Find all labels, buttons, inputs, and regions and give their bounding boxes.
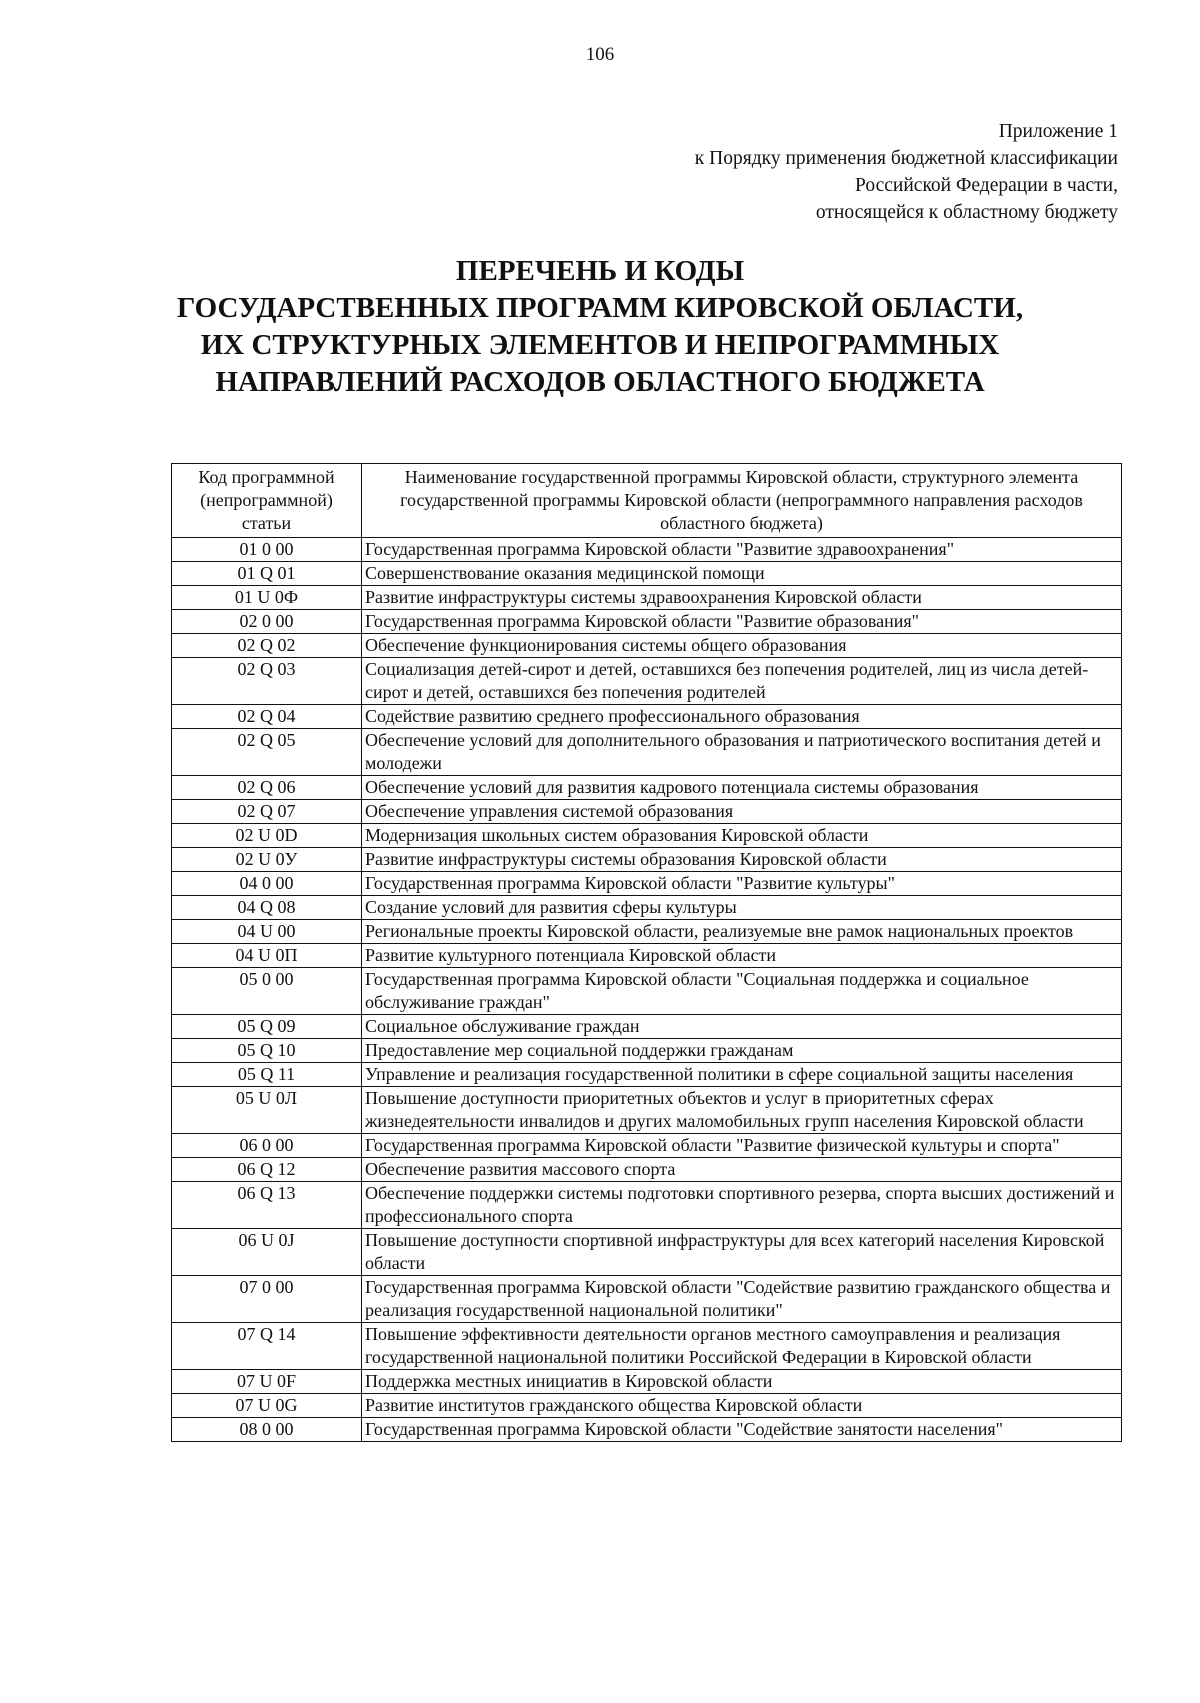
row-code: 01 Q 01	[172, 562, 362, 586]
row-name: Создание условий для развития сферы культуры	[362, 896, 1122, 920]
table-row	[172, 586, 1122, 610]
table-row	[172, 1015, 1122, 1039]
table-body	[172, 538, 1122, 1442]
table-row	[172, 1158, 1122, 1182]
table-row	[172, 896, 1122, 920]
row-name: Государственная программа Кировской области "Развитие образования"	[362, 610, 1122, 634]
table-header-row	[172, 464, 1122, 538]
row-code: 02 Q 03	[172, 658, 362, 705]
table-row	[172, 944, 1122, 968]
table-row	[172, 1370, 1122, 1394]
row-name: Государственная программа Кировской области "Развитие физической культуры и спорта"	[362, 1134, 1122, 1158]
appendix-line: Российской Федерации в части,	[855, 175, 1118, 196]
header-name: Наименование государственной программы Кировской области, структурного элемента государственной программы Кировской области (непрограммного направления расходов областного бюджета)	[362, 464, 1122, 538]
row-name: Предоставление мер социальной поддержки гражданам	[362, 1039, 1122, 1063]
table-row	[172, 705, 1122, 729]
table-row	[172, 634, 1122, 658]
appendix-note	[418, 118, 1118, 226]
row-code: 04 U 00	[172, 920, 362, 944]
row-name: Повышение доступности приоритетных объектов и услуг в приоритетных сферах жизнедеятельности инвалидов и других маломобильных групп населения Кировской области	[362, 1087, 1122, 1134]
row-name: Управление и реализация государственной политики в сфере социальной защиты населения	[362, 1063, 1122, 1087]
row-code: 02 Q 05	[172, 729, 362, 776]
row-code: 07 U 0G	[172, 1394, 362, 1418]
row-code: 02 U 0D	[172, 824, 362, 848]
row-name: Обеспечение управления системой образования	[362, 800, 1122, 824]
row-code: 07 0 00	[172, 1276, 362, 1323]
table-row	[172, 658, 1122, 705]
row-code: 02 Q 06	[172, 776, 362, 800]
row-name: Повышение доступности спортивной инфраструктуры для всех категорий населения Кировской области	[362, 1229, 1122, 1276]
title-line: ИХ СТРУКТУРНЫХ ЭЛЕМЕНТОВ И НЕПРОГРАММНЫХ	[200, 329, 1000, 361]
row-code: 06 U 0J	[172, 1229, 362, 1276]
table-row	[172, 776, 1122, 800]
header-code: Код программной (непрограммной) статьи	[172, 464, 362, 538]
row-code: 02 Q 02	[172, 634, 362, 658]
row-code: 06 0 00	[172, 1134, 362, 1158]
row-name: Поддержка местных инициатив в Кировской области	[362, 1370, 1122, 1394]
row-code: 02 0 00	[172, 610, 362, 634]
row-name: Повышение эффективности деятельности органов местного самоуправления и реализация государственной национальной политики Российской Федерации в Кировской области	[362, 1323, 1122, 1370]
row-code: 02 Q 04	[172, 705, 362, 729]
appendix-line: Приложение 1	[998, 121, 1118, 142]
row-name: Обеспечение поддержки системы подготовки спортивного резерва, спорта высших достижений и профессионального спорта	[362, 1182, 1122, 1229]
row-name: Развитие институтов гражданского общества Кировской области	[362, 1394, 1122, 1418]
table-row	[172, 1229, 1122, 1276]
row-code: 02 Q 07	[172, 800, 362, 824]
row-name: Совершенствование оказания медицинской помощи	[362, 562, 1122, 586]
row-name: Государственная программа Кировской области "Содействие развитию гражданского общества и реализация государственной национальной политики"	[362, 1276, 1122, 1323]
title-line: ПЕРЕЧЕНЬ И КОДЫ	[455, 255, 745, 287]
title-line: НАПРАВЛЕНИЙ РАСХОДОВ ОБЛАСТНОГО БЮДЖЕТА	[215, 366, 985, 398]
row-code: 06 Q 13	[172, 1182, 362, 1229]
row-code: 04 0 00	[172, 872, 362, 896]
table-row	[172, 1039, 1122, 1063]
table-row	[172, 872, 1122, 896]
row-code: 05 Q 11	[172, 1063, 362, 1087]
table-row	[172, 1418, 1122, 1442]
table-row	[172, 800, 1122, 824]
row-code: 07 U 0F	[172, 1370, 362, 1394]
row-code: 05 Q 09	[172, 1015, 362, 1039]
page-number: 106	[585, 44, 615, 65]
row-code: 04 Q 08	[172, 896, 362, 920]
table-row	[172, 729, 1122, 776]
row-code: 08 0 00	[172, 1418, 362, 1442]
row-code: 05 Q 10	[172, 1039, 362, 1063]
row-code: 07 Q 14	[172, 1323, 362, 1370]
row-name: Государственная программа Кировской области "Развитие здравоохранения"	[362, 538, 1122, 562]
row-name: Обеспечение условий для развития кадрового потенциала системы образования	[362, 776, 1122, 800]
row-name: Государственная программа Кировской области "Социальная поддержка и социальное обслуживание граждан"	[362, 968, 1122, 1015]
table-row	[172, 1182, 1122, 1229]
codes-table	[171, 463, 1122, 1442]
title-line: ГОСУДАРСТВЕННЫХ ПРОГРАММ КИРОВСКОЙ ОБЛАСТИ,	[176, 292, 1024, 324]
table-row	[172, 920, 1122, 944]
table-row	[172, 1323, 1122, 1370]
row-code: 01 U 0Ф	[172, 586, 362, 610]
row-name: Модернизация школьных систем образования Кировской области	[362, 824, 1122, 848]
table-row	[172, 1087, 1122, 1134]
row-name: Развитие инфраструктуры системы образования Кировской области	[362, 848, 1122, 872]
row-name: Обеспечение развития массового спорта	[362, 1158, 1122, 1182]
table-row	[172, 1276, 1122, 1323]
table-row	[172, 848, 1122, 872]
table-row	[172, 824, 1122, 848]
document-title	[0, 253, 1200, 401]
row-code: 05 U 0Л	[172, 1087, 362, 1134]
row-code: 05 0 00	[172, 968, 362, 1015]
row-name: Государственная программа Кировской области "Содействие занятости населения"	[362, 1418, 1122, 1442]
row-name: Развитие инфраструктуры системы здравоохранения Кировской области	[362, 586, 1122, 610]
table-row	[172, 562, 1122, 586]
table-row	[172, 538, 1122, 562]
row-code: 04 U 0П	[172, 944, 362, 968]
row-name: Региональные проекты Кировской области, реализуемые вне рамок национальных проектов	[362, 920, 1122, 944]
row-code: 01 0 00	[172, 538, 362, 562]
row-code: 02 U 0У	[172, 848, 362, 872]
row-name: Социализация детей-сирот и детей, оставшихся без попечения родителей, лиц из числа детей-сирот и детей, оставшихся без попечения родителей	[362, 658, 1122, 705]
row-name: Развитие культурного потенциала Кировской области	[362, 944, 1122, 968]
table-row	[172, 968, 1122, 1015]
row-code: 06 Q 12	[172, 1158, 362, 1182]
appendix-line: относящейся к областному бюджету	[815, 202, 1118, 223]
row-name: Обеспечение функционирования системы общего образования	[362, 634, 1122, 658]
table-row	[172, 610, 1122, 634]
row-name: Обеспечение условий для дополнительного образования и патриотического воспитания детей и молодежи	[362, 729, 1122, 776]
table-row	[172, 1134, 1122, 1158]
row-name: Содействие развитию среднего профессионального образования	[362, 705, 1122, 729]
row-name: Социальное обслуживание граждан	[362, 1015, 1122, 1039]
table-row	[172, 1063, 1122, 1087]
table-row	[172, 1394, 1122, 1418]
appendix-line: к Порядку применения бюджетной классификации	[694, 148, 1118, 169]
row-name: Государственная программа Кировской области "Развитие культуры"	[362, 872, 1122, 896]
